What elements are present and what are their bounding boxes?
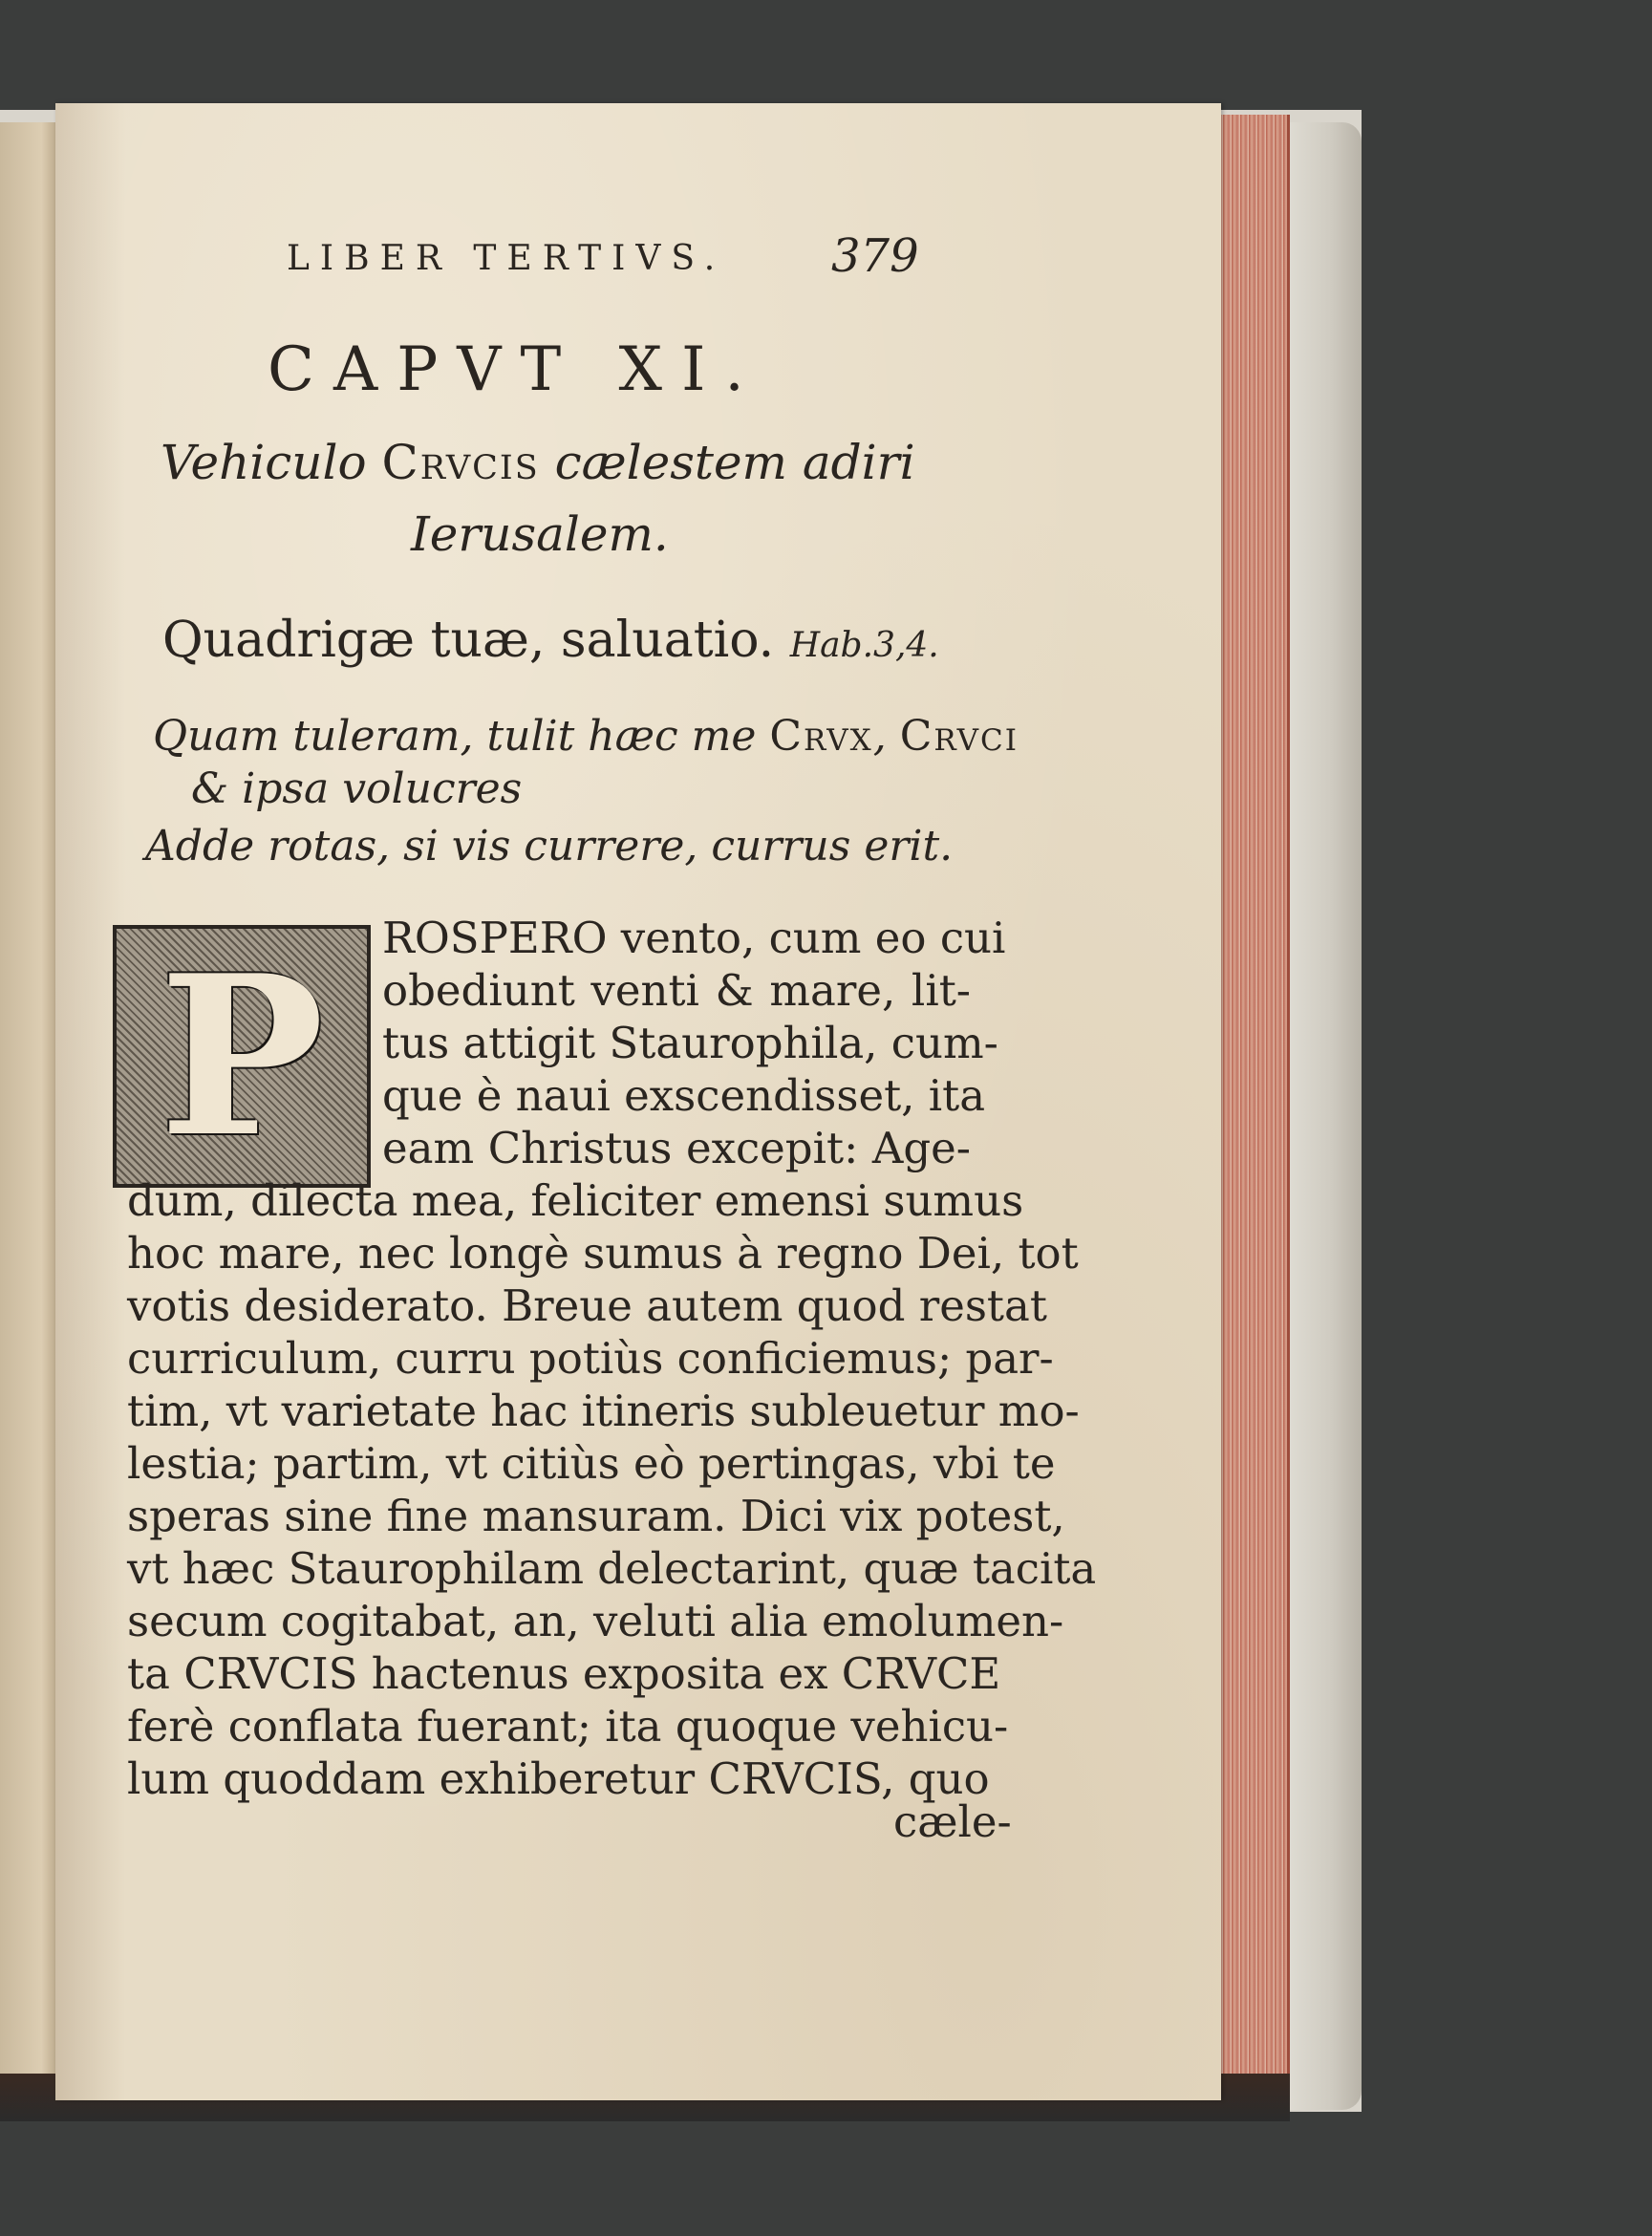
body-line: obediunt venti & mare, lit- (382, 965, 971, 1016)
body-line: hoc mare, nec longè sumus à regno Dei, tot (127, 1228, 1079, 1279)
body-line: lestia; partim, vt citiùs eò pertingas, vbi te (127, 1438, 1056, 1489)
drop-cap-letter: P (159, 927, 325, 1186)
decorated-initial (113, 925, 371, 1188)
verse-line-1: Quam tuleram, tulit hæc me Crvx, Crvci (153, 712, 1019, 761)
body-line: votis desiderato. Breue autem quod restat (127, 1280, 1047, 1331)
body-line: vt hæc Staurophilam delectarint, quæ tacita (127, 1543, 1097, 1594)
body-line: eam Christus excepit: Age- (382, 1123, 971, 1173)
page-number: 379 (831, 229, 919, 283)
body-line: secum cogitabat, an, veluti alia emolumen- (127, 1596, 1064, 1646)
body-line: curriculum, curru potiùs conficiemus; par- (127, 1333, 1054, 1384)
catchword: cæle- (893, 1796, 1012, 1847)
body-line: tim, vt varietate hac itineris subleuetur mo- (127, 1386, 1080, 1436)
chapter-heading: CAPVT XI. (268, 334, 763, 405)
motto: Quadrigæ tuæ, saluatio. Hab.3,4. (162, 612, 939, 669)
body-line: lum quoddam exhiberetur CRVCIS, quo (127, 1753, 990, 1804)
facing-page-edge (0, 122, 59, 2096)
body-line: ROSPERO vento, cum eo cui (382, 913, 1006, 963)
body-line: dum, dilecta mea, feliciter emensi sumus (127, 1175, 1024, 1226)
chapter-title-line-2: Ierusalem. (411, 506, 669, 562)
verse-line-2: & ipsa volucres (191, 764, 523, 813)
body-line: ta CRVCIS hactenus exposita ex CRVCE (127, 1648, 1001, 1699)
book-cover-edge (1285, 122, 1362, 2110)
chapter-title-line-1: Vehiculo Crvcis cælestem adiri (161, 435, 915, 490)
body-line: ferè conflata fuerant; ita quoque vehicu- (127, 1701, 1009, 1752)
running-title: LIBER TERTIVS. (287, 239, 726, 278)
body-line: speras sine fine mansuram. Dici vix potest, (127, 1491, 1065, 1541)
body-line: tus attigit Staurophila, cum- (382, 1018, 998, 1068)
body-line: que è naui exscendisset, ita (382, 1070, 986, 1121)
motto-reference: Hab.3,4. (789, 626, 939, 665)
verse-line-3: Adde rotas, si vis currere, currus erit. (145, 822, 954, 871)
